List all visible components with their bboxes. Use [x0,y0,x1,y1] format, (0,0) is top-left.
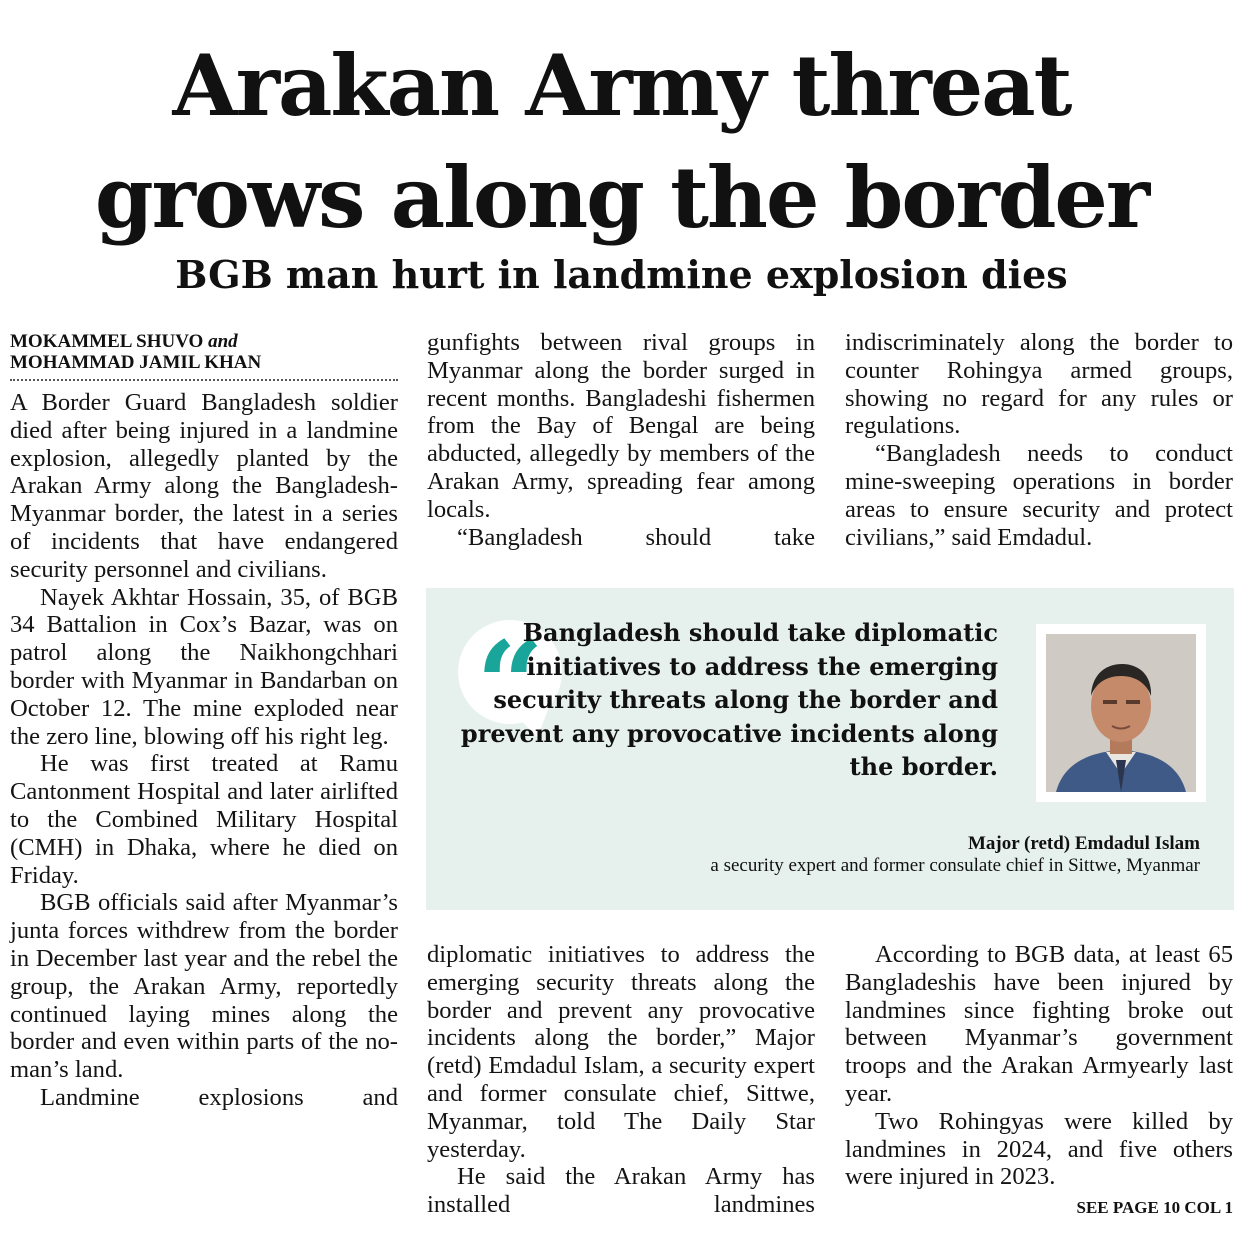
paragraph: “Bangladesh should take [457,523,815,551]
paragraph: He said the Arakan Army has installed landmines [427,1163,815,1219]
paragraph: “Bangladesh needs to conduct mine-sweeping operations in border areas to ensure security and protect civilians,” said Emdadul. [845,440,1233,551]
paragraph: gunfights between rival groups in Myanmar along the border surged in recent months. Bangladeshi fishermen from the Bay of Bengal are being abducted, allegedly by members of the Arakan Army, spreading fear among locals. [427,329,815,523]
paragraph: Nayek Akhtar Hossain, 35, of BGB 34 Battalion in Cox’s Bazar, was on patrol along the Naikhongchhari border with Myanmar in Bandarban on October 12. The mine exploded near the zero line, blowing off his right leg. [10,583,398,750]
pull-quote-text: Bangladesh should take diplomatic initiatives to address the emerging security threats along the border and prevent any provocative incidents along the border. [460,618,998,781]
pull-quote-box [426,588,1234,910]
portrait-image [1046,634,1196,792]
byline-conjunction: and [208,331,238,352]
article-column-3-top [845,329,1233,551]
quote-attribution-description: a security expert and former consulate chief in Sittwe, Myanmar [710,855,1200,876]
paragraph: A Border Guard Bangladesh soldier died after being injured in a landmine explosion, allegedly planted by the Arakan Army along the Bangladesh-Myanmar border, the latest in a series of incidents that have endangered security personnel and civilians. [10,389,398,583]
paragraph: According to BGB data, at least 65 Bangladeshis have been injured by landmines since fighting broke out between Myanmar’s government troops and the Arakan Armyearly last year. [845,941,1233,1107]
byline-author-2: MOHAMMAD JAMIL KHAN [10,352,262,373]
headline-line-1: Arakan Army threat [172,36,1071,135]
paragraph: Two Rohingyas were killed by landmines in 2024, and five others were injured in 2023. [845,1107,1233,1191]
article-column-2-top [427,329,815,551]
jump-line[interactable]: SEE PAGE 10 COL 1 [1076,1198,1233,1217]
paragraph: diplomatic initiatives to address the emerging security threats along the border and prevent any provocative incidents along the border,” Major (retd) Emdadul Islam, a security expert and former consulate chief, Sittwe, Myanmar, told The Daily Star yesterday. [427,941,815,1163]
article-column-1 [10,331,398,1112]
paragraph: He was first treated at Ramu Cantonment Hospital and later airlifted to the Combined Military Hospital (CMH) in Dhaka, where he died on Friday. [10,750,398,889]
quote-attribution-name: Major (retd) Emdadul Islam [967,833,1200,854]
byline [10,331,398,373]
byline-author-1: MOKAMMEL SHUVO [10,331,204,352]
article-column-2-bottom [427,941,815,1219]
headline-line-2: grows along the border [94,148,1149,247]
quote-mark-icon: “ [476,615,544,754]
portrait-photo [1036,624,1206,802]
paragraph: BGB officials said after Myanmar’s junta forces withdrew from the border in December last year and the rebel the group, the Arakan Army, reportedly continued laying mines along the border and even within parts of the no-man’s land. [10,889,398,1084]
paragraph: indiscriminately along the border to counter Rohingya armed groups, showing no regard for any rules or regulations. [845,329,1233,440]
article-column-3-bottom [845,941,1233,1191]
subheadline: BGB man hurt in landmine explosion dies [175,252,1068,297]
byline-divider [10,379,398,381]
paragraph: Landmine explosions and [40,1083,398,1111]
